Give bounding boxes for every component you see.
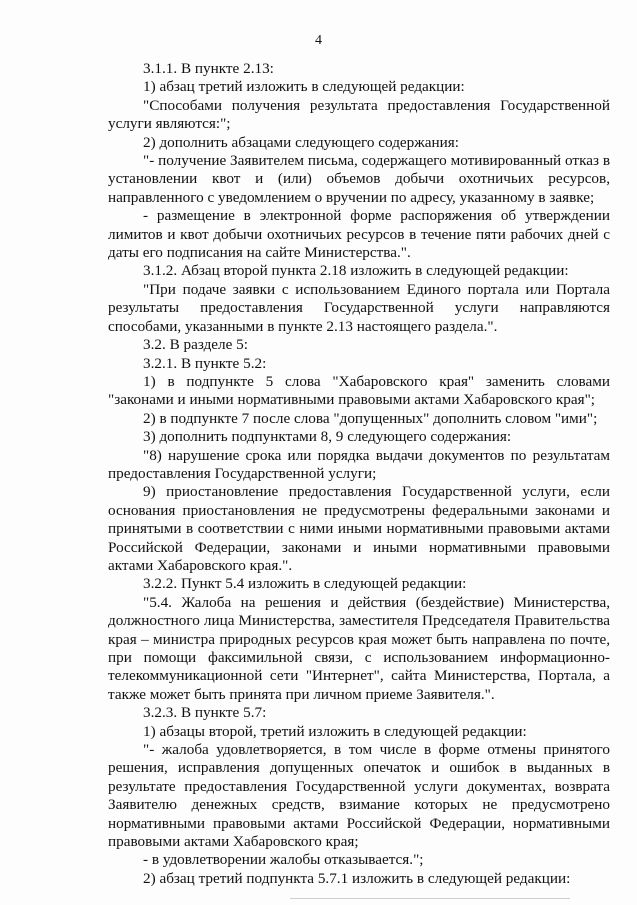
paragraph-3-2-heading: 3.2. В разделе 5: <box>143 336 248 354</box>
paragraph-quote-9: 9) приостановление предоставления Государственной услуги, если основания приостановления не предусмотрены федеральными законами и принятыми в соответствии с ними иными нормативными правовыми актами Российской Федерации, законами и иными нормативными правовыми актами Хабаровского края.". <box>108 483 610 574</box>
paragraph-quote-satisfied: "- жалоба удовлетворяется, в том числе в форме отмены принятого решения, исправления допущенных опечаток и ошибок в выданных в результате предоставления Государственной услуги документах, возврата Заявителю денежных средств, взимание которых не предусмотрено нормативными правовыми актами Российской Федерации, нормативными правовыми актами Хабаровского края; <box>108 741 610 851</box>
paragraph-quote-5-4: "5.4. Жалоба на решения и действия (бездействие) Министерства, должностного лица Министерства, заместителя Председателя Правительства края – министра природных ресурсов края может быть направлена по почте, при помощи факсимильной связи, с использованием информационно-телекоммуникационной сети "Интернет", сайта Министерства, Портала, а также может быть принята при личном приеме Заявителя.". <box>108 593 610 703</box>
paragraph-quote-refused: - в удовлетворении жалобы отказывается."; <box>143 851 424 869</box>
paragraph-3-2-1-heading: 3.2.1. В пункте 5.2: <box>143 354 267 372</box>
paragraph-quote-letter: "- получение Заявителем письма, содержащего мотивированный отказ в установлении квот и (или) объемов добычи охотничьих ресурсов, направленного с уведомлением о вручении по адресу, указанному в заявке; <box>108 152 610 206</box>
paragraph-subitem-7: 2) в подпункте 7 после слова "допущенных" дополнить словом "ими"; <box>143 409 598 427</box>
paragraph-3-2-3-heading: 3.2.3. В пункте 5.7: <box>143 704 267 722</box>
paragraph-item-2-heading: 2) дополнить абзацами следующего содержания: <box>143 133 459 151</box>
bottom-scan-line <box>290 898 570 899</box>
paragraph-3-1-2-heading: 3.1.2. Абзац второй пункта 2.18 изложить в следующей редакции: <box>143 262 569 280</box>
paragraph-quote-electronic: - размещение в электронной форме распоряжения об утверждении лимитов и квот добычи охотничьих ресурсов в течение пяти рабочих дней с даты его подписания на сайте Министерства.". <box>108 207 610 262</box>
paragraph-quote-portal: "При подаче заявки с использованием Единого портала или Портала результаты предоставления Государственной услуги направляются способами, указанными в пункте 2.13 настоящего раздела.". <box>108 280 610 335</box>
paragraph-subitem-5: 1) в подпункте 5 слова "Хабаровского края" заменить словами "законами и иными нормативными правовыми актами Хабаровского края"; <box>108 372 610 409</box>
paragraph-quote-methods: "Способами получения результата предоставления Государственной услуги являются:"; <box>108 96 610 133</box>
paragraph-add-subitems: 3) дополнить подпунктами 8, 9 следующего содержания: <box>143 428 512 446</box>
paragraph-item-1-heading: 1) абзац третий изложить в следующей редакции: <box>143 78 465 96</box>
document-body <box>108 60 610 888</box>
paragraph-item-2-5-7-1: 2) абзац третий подпункта 5.7.1 изложить в следующей редакции: <box>143 869 571 887</box>
page-number: 4 <box>315 33 322 48</box>
paragraph-3-2-2-heading: 3.2.2. Пункт 5.4 изложить в следующей редакции: <box>143 575 467 593</box>
paragraph-quote-8: "8) нарушение срока или порядка выдачи документов по результатам предоставления Государственной услуги; <box>108 446 610 482</box>
paragraph-3-1-1-heading: 3.1.1. В пункте 2.13: <box>143 60 274 77</box>
paragraph-item-1-second-third: 1) абзацы второй, третий изложить в следующей редакции: <box>143 722 527 740</box>
